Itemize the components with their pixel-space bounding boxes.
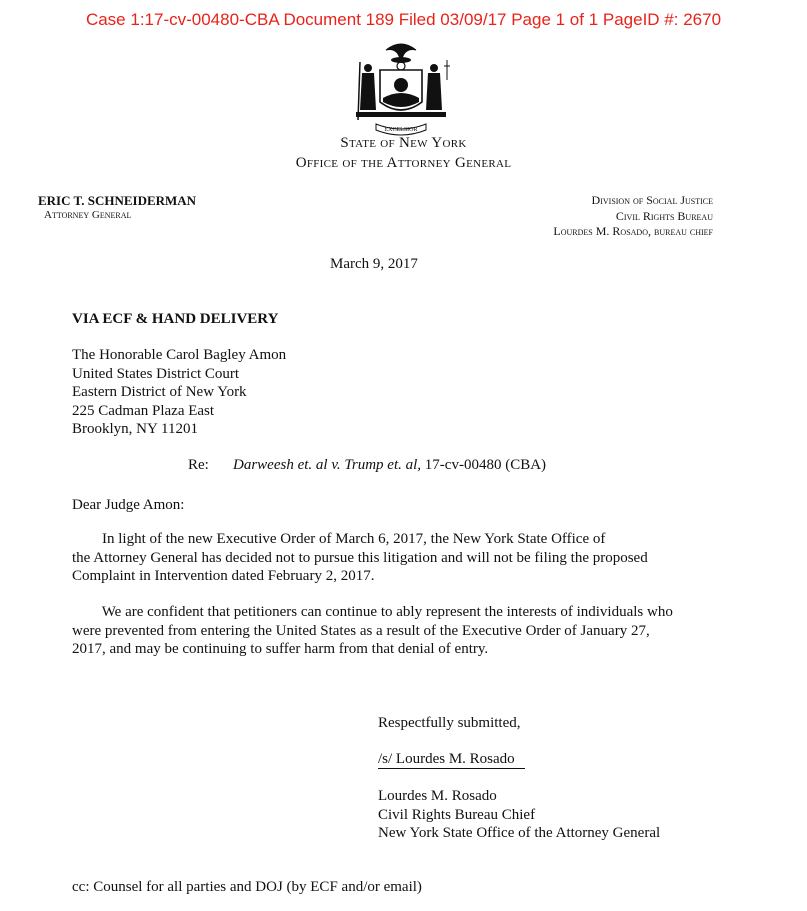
- bureau-chief: Lourdes M. Rosado, bureau chief: [553, 224, 713, 238]
- paragraph-2-line: 2017, and may be continuing to suffer harm from that denial of entry.: [72, 641, 489, 657]
- signer-name: Lourdes M. Rosado: [378, 788, 497, 804]
- case-name: Darweesh et. al v. Trump et. al,: [233, 457, 422, 473]
- paragraph-2-line: We are confident that petitioners can continue to ably represent the interests of individuals who: [72, 604, 673, 620]
- attorney-general-name: ERIC T. SCHNEIDERMAN: [38, 193, 197, 208]
- division-name: Division of Social Justice: [591, 193, 713, 207]
- paragraph-1-line: In light of the new Executive Order of March 6, 2017, the New York State Office of: [72, 531, 606, 547]
- case-header: Case 1:17-cv-00480-CBA Document 189 Filed 03/09/17 Page 1 of 1 PageID #: 2670: [85, 10, 722, 29]
- seal-motto: EXCELSIOR: [384, 127, 418, 133]
- cc-line: cc: Counsel for all parties and DOJ (by ECF and/or email): [72, 879, 422, 895]
- valediction: Respectfully submitted,: [378, 715, 521, 731]
- recipient-line: Brooklyn, NY 11201: [72, 421, 198, 437]
- letterhead-office: Office of the Attorney General: [295, 155, 512, 171]
- signer-office: New York State Office of the Attorney General: [378, 825, 661, 841]
- case-number: 17-cv-00480 (CBA): [421, 457, 547, 473]
- recipient-line: The Honorable Carol Bagley Amon: [72, 347, 287, 363]
- signer-title: Civil Rights Bureau Chief: [378, 806, 536, 823]
- salutation: Dear Judge Amon:: [72, 497, 185, 513]
- paragraph-2-line: were prevented from entering the United States as a result of the Executive Order of January 27,: [72, 622, 650, 639]
- re-subject: [233, 457, 546, 474]
- delivery-method: VIA ECF & HAND DELIVERY: [72, 311, 279, 327]
- paragraph-1-line: the Attorney General has decided not to pursue this litigation and will not be filing the proposed: [72, 549, 648, 566]
- recipient-line: 225 Cadman Plaza East: [72, 402, 215, 419]
- letter-date: March 9, 2017: [330, 256, 418, 272]
- re-label: Re:: [188, 457, 209, 473]
- recipient-line: Eastern District of New York: [72, 384, 247, 400]
- paragraph-1-line: Complaint in Intervention dated February 2, 2017.: [72, 568, 375, 584]
- bureau-name: Civil Rights Bureau: [615, 209, 713, 223]
- electronic-signature: /s/ Lourdes M. Rosado: [378, 751, 525, 769]
- recipient-line: United States District Court: [72, 365, 240, 382]
- letterhead-state: State of New York: [340, 135, 467, 151]
- state-seal-icon: [346, 40, 456, 138]
- attorney-general-title: Attorney General: [44, 209, 132, 221]
